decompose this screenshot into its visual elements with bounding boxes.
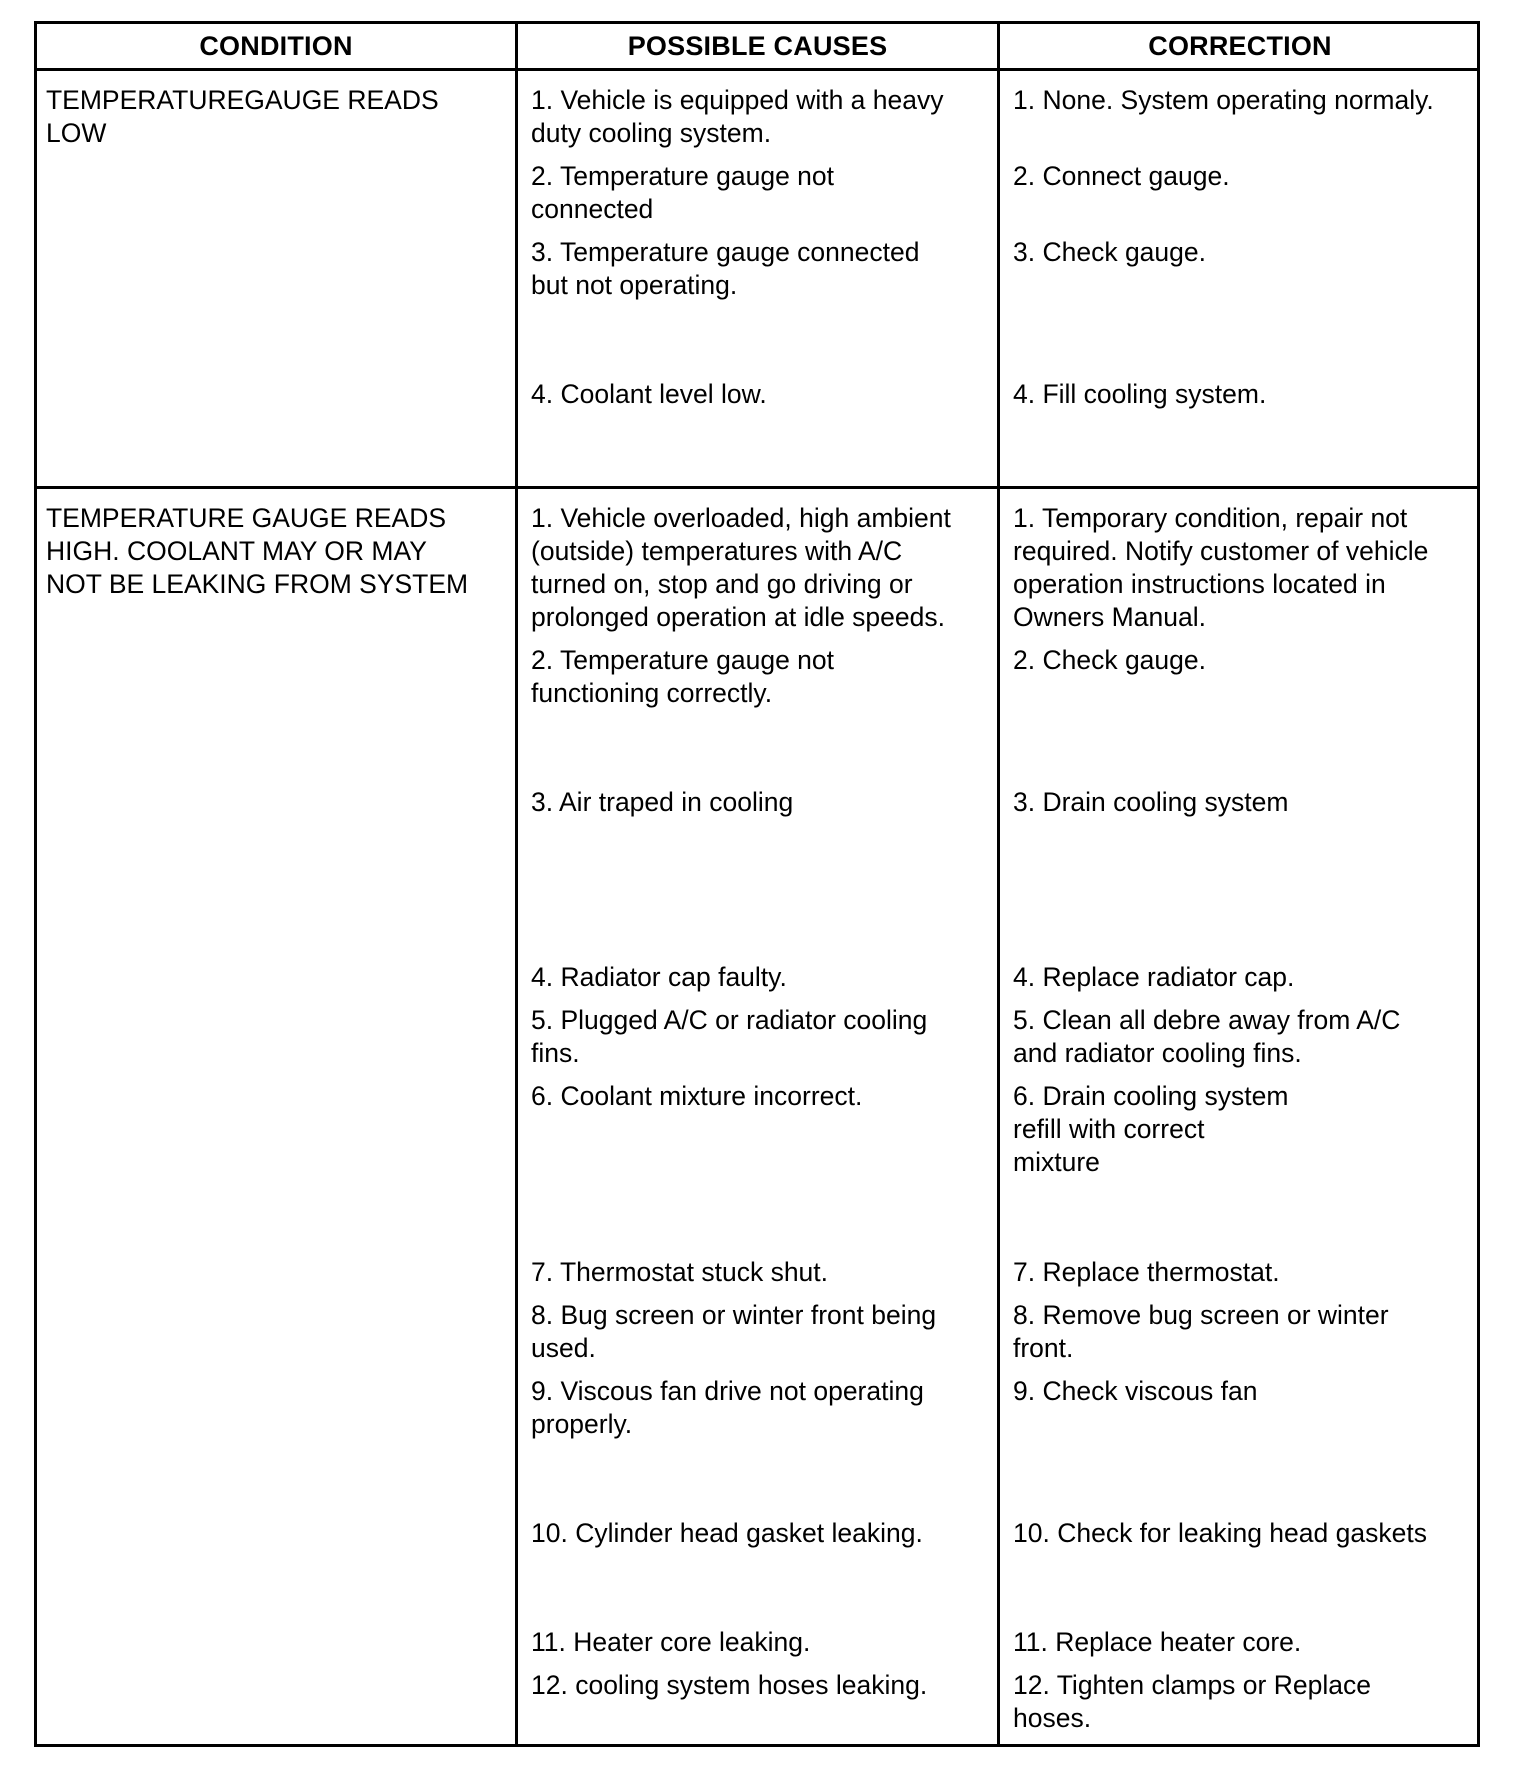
correction-item: 8. Remove bug screen or winter front. — [1013, 1300, 1389, 1363]
correction-item: 4. Replace radiator cap. — [1013, 962, 1295, 992]
correction-item: 3. Drain cooling system — [1013, 787, 1289, 817]
row-divider — [37, 486, 1477, 489]
correction-item: 6. Drain cooling system refill with correct mixture — [1013, 1081, 1289, 1177]
cause-item: 1. Vehicle overloaded, high ambient (outside) temperatures with A/C turned on, stop and go driving or prolonged operation at idle speeds. — [531, 503, 951, 632]
correction-item: 4. Fill cooling system. — [1013, 379, 1267, 409]
correction-item: 1. Temporary condition, repair not required. Notify customer of vehicle operation instructions located in Owners Manual. — [1013, 503, 1429, 632]
cause-item: 2. Temperature gauge not connected — [531, 161, 835, 224]
cause-item: 11. Heater core leaking. — [531, 1627, 811, 1657]
correction-item: 10. Check for leaking head gaskets — [1013, 1518, 1427, 1548]
correction-item: 12. Tighten clamps or Replace hoses. — [1013, 1670, 1371, 1733]
correction-item: 5. Clean all debre away from A/C and radiator cooling fins. — [1013, 1005, 1401, 1068]
cause-item: 2. Temperature gauge not functioning correctly. — [531, 645, 835, 708]
row-condition: TEMPERATUREGAUGE READS LOW — [46, 85, 439, 148]
cause-item: 10. Cylinder head gasket leaking. — [531, 1518, 923, 1548]
correction-item: 2. Check gauge. — [1013, 645, 1206, 675]
column-divider — [997, 24, 1000, 1744]
header-condition: CONDITION — [199, 31, 353, 61]
cause-item: 1. Vehicle is equipped with a heavy duty cooling system. — [531, 85, 944, 148]
cause-item: 4. Coolant level low. — [531, 379, 767, 409]
correction-item: 7. Replace thermostat. — [1013, 1257, 1280, 1287]
header-possible-causes: POSSIBLE CAUSES — [627, 31, 888, 61]
cause-item: 9. Viscous fan drive not operating properly. — [531, 1376, 924, 1439]
cause-item: 3. Air traped in cooling — [531, 787, 794, 817]
troubleshooting-table — [34, 21, 1480, 1747]
correction-item: 2. Connect gauge. — [1013, 161, 1230, 191]
cause-item: 6. Coolant mixture incorrect. — [531, 1081, 863, 1111]
correction-item: 11. Replace heater core. — [1013, 1627, 1302, 1657]
column-divider — [515, 24, 518, 1744]
row-condition: TEMPERATURE GAUGE READS HIGH. COOLANT MAY OR MAY NOT BE LEAKING FROM SYSTEM — [46, 503, 469, 599]
cause-item: 5. Plugged A/C or radiator cooling fins. — [531, 1005, 928, 1068]
correction-item: 1. None. System operating normaly. — [1013, 85, 1434, 115]
header-correction: CORRECTION — [1148, 31, 1332, 61]
cause-item: 4. Radiator cap faulty. — [531, 962, 787, 992]
cause-item: 8. Bug screen or winter front being used. — [531, 1300, 937, 1363]
header-divider — [37, 68, 1477, 71]
cause-item: 3. Temperature gauge connected but not operating. — [531, 237, 920, 300]
cause-item: 12. cooling system hoses leaking. — [531, 1670, 928, 1700]
correction-item: 9. Check viscous fan — [1013, 1376, 1258, 1406]
cause-item: 7. Thermostat stuck shut. — [531, 1257, 829, 1287]
correction-item: 3. Check gauge. — [1013, 237, 1206, 267]
